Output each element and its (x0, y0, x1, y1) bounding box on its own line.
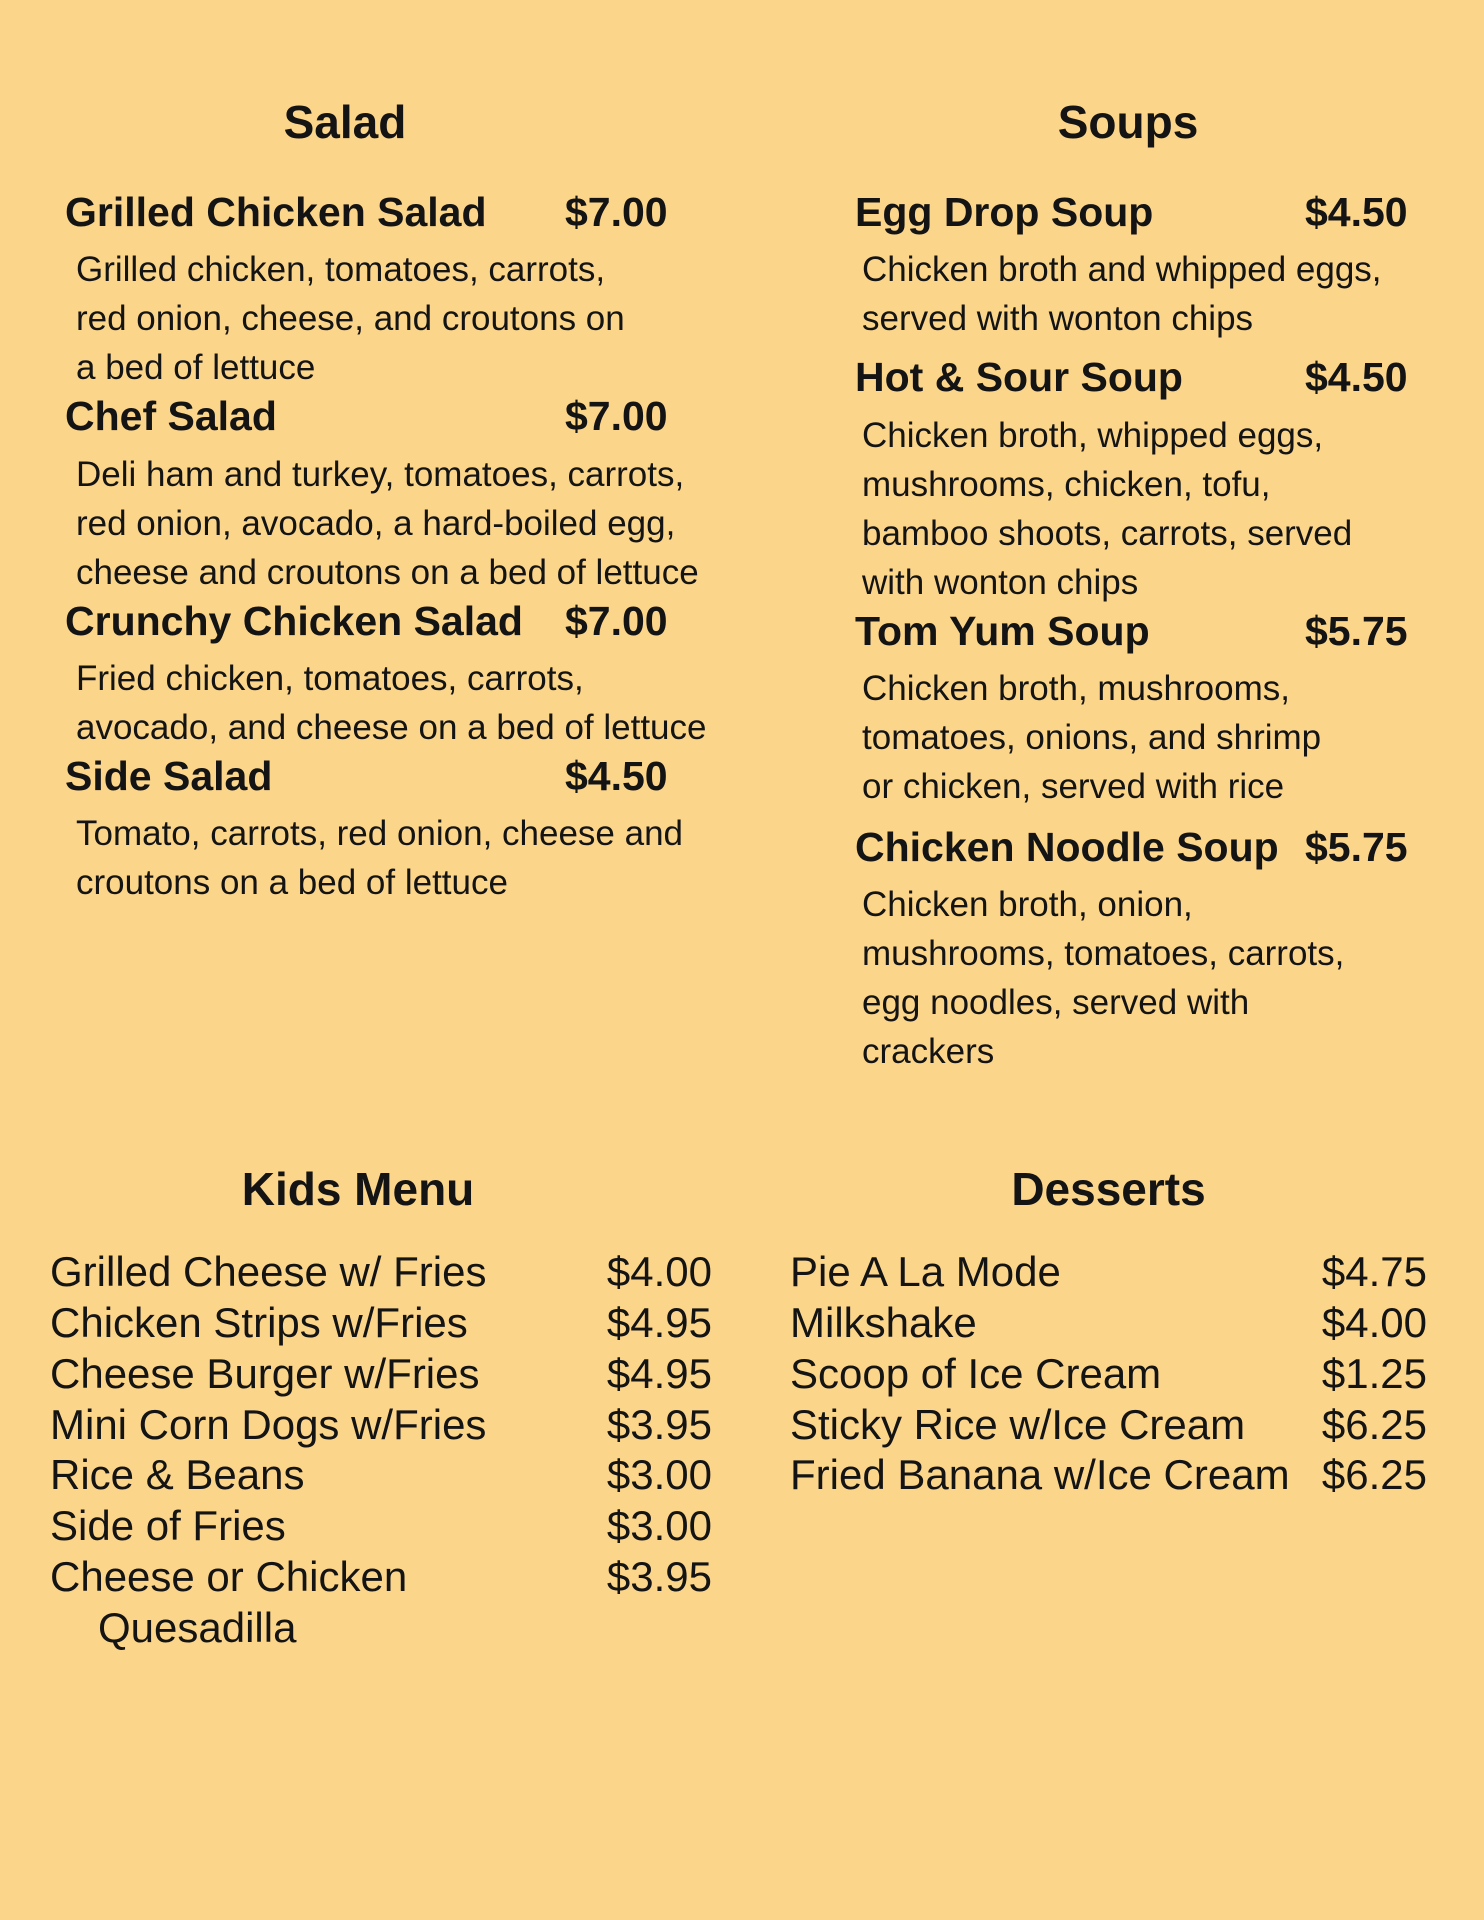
item-name: Chicken Noodle Soup (855, 823, 1279, 870)
item-description (76, 809, 695, 907)
item-name-row (850, 823, 1425, 872)
section-title-desserts: Desserts (1011, 1163, 1206, 1215)
item-description-line: egg noodles, served with (862, 982, 1250, 1022)
item-description (862, 411, 1425, 607)
item-name: Hot & Sour Soup (855, 354, 1183, 401)
item-price: $7.00 (565, 189, 668, 236)
item-description (76, 654, 707, 752)
menu-item (850, 607, 1425, 811)
item-price: $6.25 (1321, 1451, 1427, 1499)
item-description (862, 880, 1425, 1076)
item-price: $4.95 (606, 1299, 712, 1346)
item-description-line: or chicken, served with rice (862, 766, 1285, 806)
item-price: $4.50 (1305, 189, 1408, 236)
item-description-line: Chicken broth, mushrooms, (862, 668, 1290, 708)
menu-item (790, 1298, 1427, 1349)
item-description (76, 245, 695, 392)
item-description-line: croutons on a bed of lettuce (76, 862, 508, 902)
item-name: Scoop of Ice Cream (790, 1349, 1162, 1397)
menu-item (790, 1247, 1427, 1298)
item-name-row (50, 392, 695, 441)
item-description-line: served with wonton chips (862, 299, 1254, 339)
item-name: Milkshake (790, 1299, 977, 1346)
item-price: $3.00 (606, 1451, 712, 1499)
item-price: $5.75 (1305, 607, 1408, 654)
item-description-line: Grilled chicken, tomatoes, carrots, (76, 250, 606, 290)
item-price: $4.50 (1305, 354, 1408, 401)
item-name-row (850, 353, 1425, 402)
item-price: $4.75 (1321, 1248, 1427, 1296)
item-name-row (50, 752, 695, 801)
item-description-line: bamboo shoots, carrots, served (862, 513, 1353, 553)
item-description-line: red onion, avocado, a hard-boiled egg, (76, 503, 676, 543)
item-name: Side of Fries (50, 1502, 286, 1550)
item-description-line: Chicken broth, whipped eggs, (862, 415, 1324, 455)
menu-item (790, 1349, 1427, 1400)
item-name: Grilled Chicken Salad (65, 189, 487, 236)
menu-item (850, 188, 1425, 343)
menu-item (850, 823, 1425, 1076)
item-description-line: avocado, and cheese on a bed of lettuce (76, 707, 707, 747)
item-description-line: Chicken broth, onion, (862, 884, 1193, 924)
menu-item (50, 1501, 712, 1552)
item-price: $4.00 (606, 1248, 712, 1296)
item-price: $4.00 (1321, 1299, 1427, 1346)
section-title-soups: Soups (1057, 96, 1199, 148)
item-name: Pie A La Mode (790, 1248, 1061, 1296)
item-name-row (850, 188, 1425, 237)
section-title-kids-menu: Kids Menu (241, 1163, 475, 1215)
item-name: Mini Corn Dogs w/Fries (50, 1400, 487, 1448)
item-description-line: red onion, cheese, and croutons on (76, 299, 625, 339)
menu-item (50, 188, 695, 392)
section-title-salad: Salad (283, 96, 407, 148)
menu-item (50, 1298, 712, 1349)
item-description-line: a bed of lettuce (76, 348, 316, 388)
item-description-line: Chicken broth and whipped eggs, (862, 250, 1382, 290)
menu-item (50, 392, 699, 596)
menu-item (790, 1400, 1427, 1451)
menu-item (50, 1349, 712, 1400)
menu-item (50, 1450, 712, 1501)
menu-item (50, 597, 707, 752)
item-description-line: tomatoes, onions, and shrimp (862, 717, 1322, 757)
menu-item (790, 1450, 1427, 1501)
item-description (76, 450, 699, 597)
item-name: Side Salad (65, 752, 273, 799)
item-name: Chef Salad (65, 393, 277, 440)
menu-item (50, 1552, 712, 1603)
item-name: Crunchy Chicken Salad (65, 597, 523, 644)
item-name: Grilled Cheese w/ Fries (50, 1248, 487, 1296)
item-description-line: Deli ham and turkey, tomatoes, carrots, (76, 454, 685, 494)
section-salad (50, 95, 707, 907)
menu-item (50, 1247, 712, 1298)
item-description (862, 245, 1425, 343)
item-price: $7.00 (565, 597, 668, 644)
menu-item (50, 1400, 712, 1451)
item-name: Sticky Rice w/Ice Cream (790, 1400, 1246, 1448)
item-description-line: Fried chicken, tomatoes, carrots, (76, 658, 584, 698)
item-price: $3.00 (606, 1502, 712, 1550)
item-description-line: cheese and croutons on a bed of lettuce (76, 552, 699, 592)
item-name: Fried Banana w/Ice Cream (790, 1451, 1290, 1499)
item-name: Egg Drop Soup (855, 189, 1154, 236)
menu-item (850, 353, 1425, 606)
menu-item (50, 752, 695, 907)
item-name: Chicken Strips w/Fries (50, 1299, 468, 1346)
item-price: $5.75 (1305, 823, 1408, 870)
item-description-line: crackers (862, 1031, 995, 1071)
section-soups (850, 95, 1425, 1076)
item-description-line: with wonton chips (862, 562, 1139, 602)
item-name-row (50, 188, 695, 237)
item-name-row (50, 597, 695, 646)
item-price: $3.95 (606, 1400, 712, 1448)
item-price: $4.50 (565, 752, 668, 799)
section-kids-menu (50, 1162, 712, 1654)
item-description-line: mushrooms, tomatoes, carrots, (862, 933, 1345, 973)
item-name: Rice & Beans (50, 1451, 305, 1499)
item-description-line: mushrooms, chicken, tofu, (862, 464, 1271, 504)
item-name-continued: Quesadilla (98, 1603, 297, 1651)
item-name: Cheese or Chicken (50, 1553, 408, 1601)
item-price: $7.00 (565, 393, 668, 440)
item-name: Tom Yum Soup (855, 607, 1150, 654)
section-desserts (790, 1162, 1427, 1501)
item-price: $3.95 (606, 1553, 712, 1601)
item-description (862, 664, 1425, 811)
item-description-line: Tomato, carrots, red onion, cheese and (76, 813, 684, 853)
item-price: $6.25 (1321, 1400, 1427, 1448)
item-name: Cheese Burger w/Fries (50, 1349, 480, 1397)
item-price: $1.25 (1321, 1349, 1427, 1397)
item-price: $4.95 (606, 1349, 712, 1397)
item-name-row (850, 607, 1425, 656)
